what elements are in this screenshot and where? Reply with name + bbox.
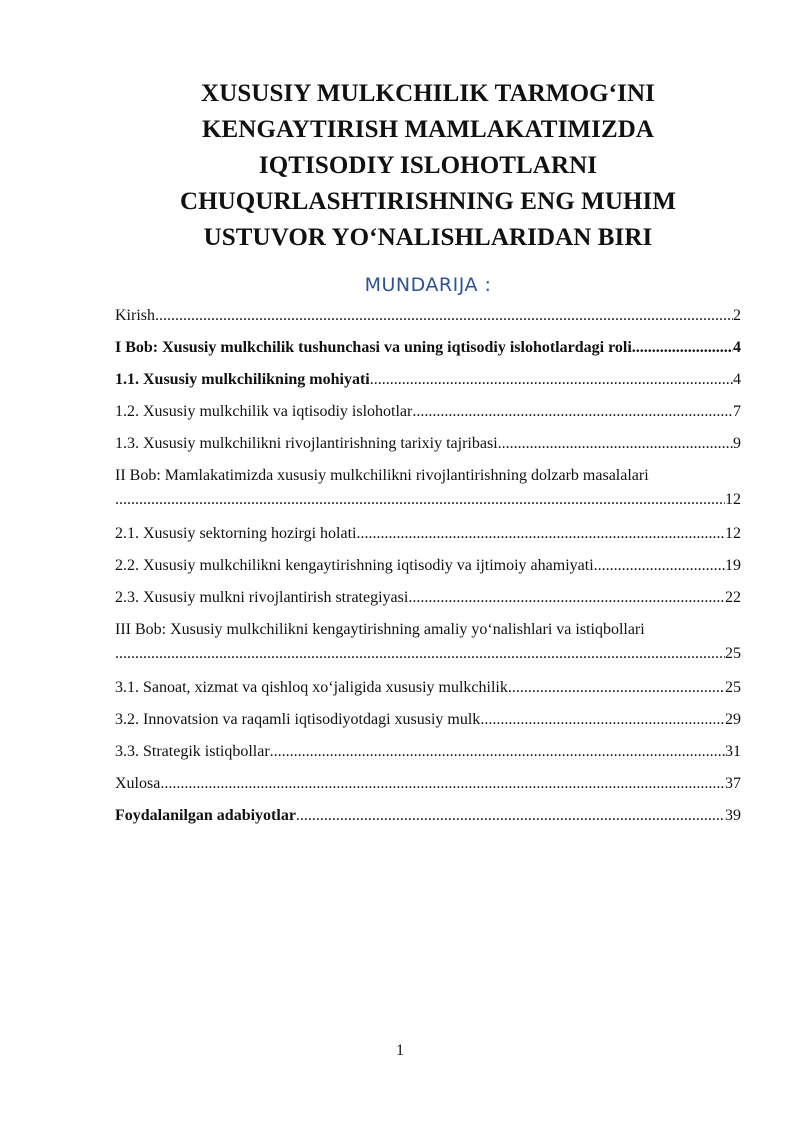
toc-entry-label: Xulosa bbox=[115, 775, 161, 792]
toc-entry-page: 19 bbox=[725, 557, 741, 574]
toc-entry-references[interactable] bbox=[115, 802, 741, 834]
toc-entry-2-1[interactable] bbox=[115, 520, 741, 552]
toc-entry-label: 1.2. Xususiy mulkchilik va iqtisodiy islohotlar bbox=[115, 403, 413, 420]
toc-entry-page: 25 bbox=[725, 679, 741, 696]
toc-leader-dots bbox=[594, 554, 725, 578]
toc-entry-label: 2.2. Xususiy mulkchilikni kengaytirishning iqtisodiy va ijtimoiy ahamiyati bbox=[115, 557, 594, 574]
toc-entry-page: 12 bbox=[725, 525, 741, 542]
page-number: 1 bbox=[396, 1042, 404, 1059]
title-line: CHUQURLASHTIRISHNING ENG MUHIM bbox=[179, 188, 677, 215]
toc-entry-label: 3.3. Strategik istiqbollar bbox=[115, 743, 270, 760]
document-title bbox=[115, 76, 741, 256]
toc-entry-label: 1.3. Xususiy mulkchilikni rivojlantirishning tarixiy tajribasi bbox=[115, 435, 498, 452]
toc-entry-kirish[interactable] bbox=[115, 302, 741, 334]
toc-entry-label: 1.1. Xususiy mulkchilikning mohiyati bbox=[115, 371, 370, 388]
toc-entry-label: 3.2. Innovatsion va raqamli iqtisodiyotdagi xususiy mulk bbox=[115, 711, 481, 728]
toc-entry-3-2[interactable] bbox=[115, 706, 741, 738]
toc-leader-dots bbox=[370, 368, 733, 392]
toc-entry-page: 22 bbox=[725, 589, 741, 606]
toc-leader-dots bbox=[155, 304, 733, 328]
toc-entry-3-3[interactable] bbox=[115, 738, 741, 770]
toc-entry-chapter-1[interactable] bbox=[115, 334, 741, 366]
toc-entry-page: 39 bbox=[725, 807, 741, 824]
toc-leader-dots bbox=[636, 336, 733, 360]
toc-entry-label: Kirish bbox=[115, 307, 155, 324]
title-line: USTUVOR YO‘NALISHLARIDAN BIRI bbox=[203, 224, 653, 251]
toc-entry-label: 3.1. Sanoat, xizmat va qishloq xo‘jaligida xususiy mulkchilik bbox=[115, 679, 508, 696]
toc-entry-2-3[interactable] bbox=[115, 584, 741, 616]
toc-entry-label: 2.3. Xususiy mulkni rivojlantirish strategiyasi bbox=[115, 589, 409, 606]
toc-entry-page: 4 bbox=[733, 339, 741, 356]
toc-entry-label: III Bob: Xususiy mulkchilikni kengaytirishning amaliy yo‘nalishlari va istiqbollari bbox=[115, 621, 645, 638]
toc-entry-label: Foydalanilgan adabiyotlar bbox=[115, 807, 296, 824]
toc-leader-dots bbox=[296, 804, 725, 828]
toc-entry-page: 12 bbox=[725, 491, 741, 508]
toc-leader-dots bbox=[480, 708, 725, 732]
toc-leader-dots bbox=[408, 586, 725, 610]
toc-entry-2-2[interactable] bbox=[115, 552, 741, 584]
toc-entry-xulosa[interactable] bbox=[115, 770, 741, 802]
toc-heading: MUNDARIJA : bbox=[364, 274, 492, 296]
toc-leader-dots bbox=[508, 676, 725, 700]
toc-entry-page: 9 bbox=[733, 435, 741, 452]
title-line: XUSUSIY MULKCHILIK TARMOG‘INI bbox=[201, 80, 655, 107]
toc-leader-dots bbox=[115, 642, 725, 666]
toc-entry-1-3[interactable] bbox=[115, 430, 741, 462]
toc-entry-page: 31 bbox=[725, 743, 741, 760]
toc-entry-label: I Bob: Xususiy mulkchilik tushunchasi va uning iqtisodiy islohotlardagi roli. bbox=[115, 339, 636, 356]
toc-entry-page: 37 bbox=[725, 775, 741, 792]
toc-entry-chapter-3[interactable] bbox=[115, 616, 741, 674]
toc-entry-page: 2 bbox=[733, 307, 741, 324]
toc-leader-dots bbox=[356, 522, 725, 546]
title-line: IQTISODIY ISLOHOTLARNI bbox=[258, 152, 598, 179]
toc-entry-page: 7 bbox=[733, 403, 741, 420]
toc-entry-page: 4 bbox=[733, 371, 741, 388]
table-of-contents bbox=[115, 302, 741, 834]
toc-leader-dots bbox=[160, 772, 725, 796]
toc-entry-3-1[interactable] bbox=[115, 674, 741, 706]
toc-entry-1-1[interactable] bbox=[115, 366, 741, 398]
toc-leader-dots bbox=[498, 432, 733, 456]
toc-leader-dots bbox=[270, 740, 725, 764]
toc-entry-label: II Bob: Mamlakatimizda xususiy mulkchilikni rivojlantirishning dolzarb masalalari bbox=[115, 467, 649, 484]
toc-leader-dots bbox=[412, 400, 733, 424]
toc-leader-dots bbox=[115, 488, 725, 512]
toc-entry-page: 29 bbox=[725, 711, 741, 728]
toc-entry-chapter-2[interactable] bbox=[115, 462, 741, 520]
toc-entry-page: 25 bbox=[725, 645, 741, 662]
toc-entry-1-2[interactable] bbox=[115, 398, 741, 430]
toc-entry-label: 2.1. Xususiy sektorning hozirgi holati bbox=[115, 525, 357, 542]
title-line: KENGAYTIRISH MAMLAKATIMIZDA bbox=[201, 116, 655, 143]
